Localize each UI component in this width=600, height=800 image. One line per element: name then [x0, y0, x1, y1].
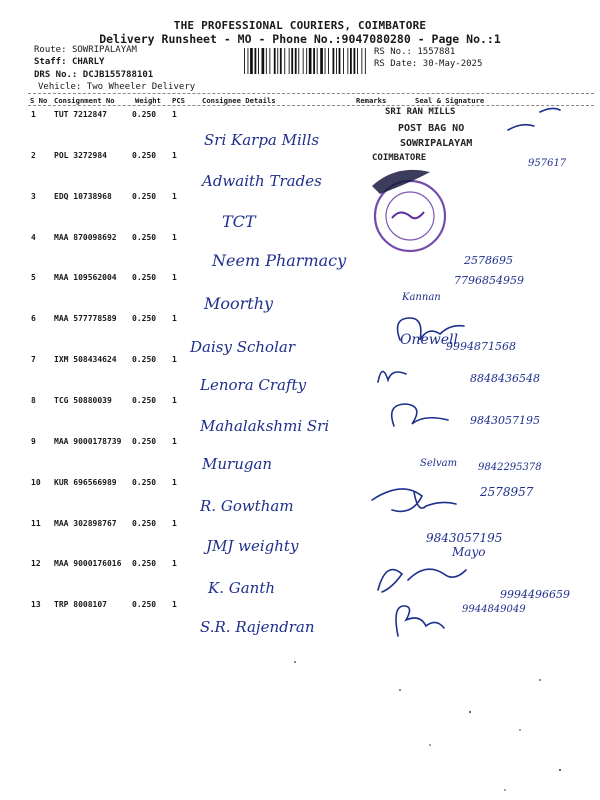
consignee-hand-7: Lenora Crafty	[200, 376, 307, 394]
consignee-hand-5: Moorthy	[204, 294, 274, 313]
route-line	[34, 45, 137, 56]
drs-line	[34, 70, 153, 81]
sig-number-2: 2578695	[464, 254, 513, 267]
row-sno: 9	[31, 437, 36, 446]
row-weight: 0.250	[132, 192, 157, 201]
row-pcs: 1	[172, 478, 177, 487]
row-consignment: KUR 696566989	[54, 478, 117, 487]
sig-number-4: 9994871568	[446, 340, 516, 353]
rs-no-line	[374, 47, 455, 58]
row-consignment: MAA 109562004	[54, 273, 117, 282]
row-consignment: MAA 577778589	[54, 314, 117, 323]
row-consignment: TCG 50880039	[54, 396, 112, 405]
row-pcs: 1	[172, 559, 177, 568]
consignee-hand-11: JMJ weighty	[206, 537, 299, 555]
row-consignment: MAA 9000176016	[54, 559, 122, 568]
row-weight: 0.250	[132, 314, 157, 323]
table-row	[0, 600, 600, 641]
sig-name-4: Kannan	[402, 292, 441, 303]
consignee-hand-6: Daisy Scholar	[190, 338, 295, 356]
row-pcs: 1	[172, 396, 177, 405]
consignee-hand-2: Adwaith Trades	[202, 172, 322, 190]
row-weight: 0.250	[132, 110, 157, 119]
consignee-hand-4: Neem Pharmacy	[212, 251, 347, 270]
table-header-rule	[28, 105, 594, 106]
sig-number-11: 9944849049	[462, 604, 526, 615]
consignee-hand-13: S.R. Rajendran	[200, 618, 315, 636]
sig-number-3: 7796854959	[454, 274, 524, 287]
row-pcs: 1	[172, 355, 177, 364]
table-row	[0, 437, 600, 478]
row-sno: 2	[31, 151, 36, 160]
row-pcs: 1	[172, 233, 177, 242]
table-row	[0, 396, 600, 437]
col-consignee: Consignee Details	[202, 96, 276, 105]
row-pcs: 1	[172, 151, 177, 160]
table-row	[0, 110, 600, 151]
sig-number-10: 9994496659	[500, 588, 570, 601]
row-sno: 10	[31, 478, 41, 487]
row-weight: 0.250	[132, 396, 157, 405]
row-pcs: 1	[172, 273, 177, 282]
staff-label: Staff:	[34, 57, 67, 67]
row-consignment: MAA 9000178739	[54, 437, 122, 446]
row-pcs: 1	[172, 600, 177, 609]
row-sno: 13	[31, 600, 41, 609]
stamp-line-4: COIMBATORE	[372, 153, 427, 163]
sig-name-2: Selvam	[420, 458, 458, 469]
consignee-hand-3: TCT	[222, 212, 256, 231]
row-weight: 0.250	[132, 600, 157, 609]
consignee-hand-8: Mahalakshmi Sri	[200, 417, 330, 435]
drs-value: DCJB155788101	[82, 70, 154, 80]
table-row	[0, 355, 600, 396]
staff-value: CHARLY	[71, 57, 105, 67]
stamp-line-2: POST BAG NO	[398, 123, 465, 134]
row-weight: 0.250	[132, 151, 157, 160]
row-sno: 12	[31, 559, 41, 568]
row-weight: 0.250	[132, 233, 157, 242]
table-row	[0, 273, 600, 314]
sig-name-1: Mayo	[452, 545, 486, 559]
row-pcs: 1	[172, 192, 177, 201]
col-pcs: PCS	[172, 96, 185, 105]
runsheet-subtitle: Delivery Runsheet - MO - Phone No.:9047080280 - Page No.:1	[99, 32, 501, 46]
rs-no-value: 1557881	[417, 47, 456, 57]
staff-line	[34, 57, 104, 68]
row-pcs: 1	[172, 519, 177, 528]
row-pcs: 1	[172, 437, 177, 446]
vehicle-line	[38, 82, 195, 93]
rs-date-line	[374, 59, 482, 70]
row-sno: 7	[31, 355, 36, 364]
rs-no-label: RS No.:	[374, 47, 412, 57]
col-sno: S No	[30, 96, 48, 105]
row-consignment: TUT 7212847	[54, 110, 107, 119]
sig-number-6: 9843057195	[470, 414, 540, 427]
sig-number-7: 9842295378	[478, 462, 542, 473]
consignee-hand-1: Sri Karpa Mills	[204, 131, 320, 149]
row-sno: 6	[31, 314, 36, 323]
row-sno: 5	[31, 273, 36, 282]
row-consignment: MAA 870098692	[54, 233, 117, 242]
stamp-line-1: SRI RAN MILLS	[385, 107, 456, 117]
consignee-hand-12: K. Ganth	[208, 579, 276, 597]
route-label: Route:	[34, 45, 67, 55]
sig-number-9: 9843057195	[426, 531, 503, 545]
row-sno: 4	[31, 233, 36, 242]
stamp-line-3: SOWRIPALAYAM	[400, 138, 473, 149]
table-row	[0, 233, 600, 274]
row-consignment: TRP 8008107	[54, 600, 107, 609]
col-seal: Seal & Signature	[415, 96, 485, 105]
row-weight: 0.250	[132, 437, 157, 446]
rs-date-label: RS Date:	[374, 59, 418, 69]
sig-name-3: Onewell	[400, 332, 459, 348]
table-row	[0, 314, 600, 355]
table-row	[0, 559, 600, 600]
row-pcs: 1	[172, 314, 177, 323]
row-weight: 0.250	[132, 559, 157, 568]
rs-date-value: 30-May-2025	[422, 59, 483, 69]
vehicle-label: Vehicle:	[38, 82, 82, 92]
company-title: THE PROFESSIONAL COURIERS, COIMBATORE	[173, 19, 427, 32]
row-sno: 3	[31, 192, 36, 201]
sig-number-8: 2578957	[480, 485, 534, 499]
runsheet-barcode	[244, 48, 368, 74]
row-weight: 0.250	[132, 478, 157, 487]
sig-number-1: 957617	[528, 158, 567, 169]
sig-number-5: 8848436548	[470, 372, 540, 385]
row-weight: 0.250	[132, 355, 157, 364]
table-row	[0, 519, 600, 560]
vehicle-value: Two Wheeler Delivery	[86, 82, 196, 92]
row-sno: 8	[31, 396, 36, 405]
table-top-rule	[28, 93, 594, 94]
row-pcs: 1	[172, 110, 177, 119]
row-consignment: EDQ 10738968	[54, 192, 112, 201]
consignee-hand-9: Murugan	[202, 455, 273, 473]
route-value: SOWRIPALAYAM	[71, 45, 137, 55]
scan-speckles	[294, 661, 561, 791]
row-sno: 1	[31, 110, 36, 119]
drs-label: DRS No.:	[34, 70, 78, 80]
table-row	[0, 151, 600, 192]
col-consignment: Consignment No	[54, 96, 115, 105]
row-sno: 11	[31, 519, 41, 528]
row-consignment: MAA 302898767	[54, 519, 117, 528]
consignee-hand-10: R. Gowtham	[200, 497, 294, 515]
row-consignment: POL 3272984	[54, 151, 107, 160]
col-remarks: Remarks	[356, 96, 387, 105]
row-weight: 0.250	[132, 273, 157, 282]
col-weight: Weight	[135, 96, 161, 105]
table-row	[0, 192, 600, 233]
row-consignment: IXM 508434624	[54, 355, 117, 364]
row-weight: 0.250	[132, 519, 157, 528]
table-row	[0, 478, 600, 519]
